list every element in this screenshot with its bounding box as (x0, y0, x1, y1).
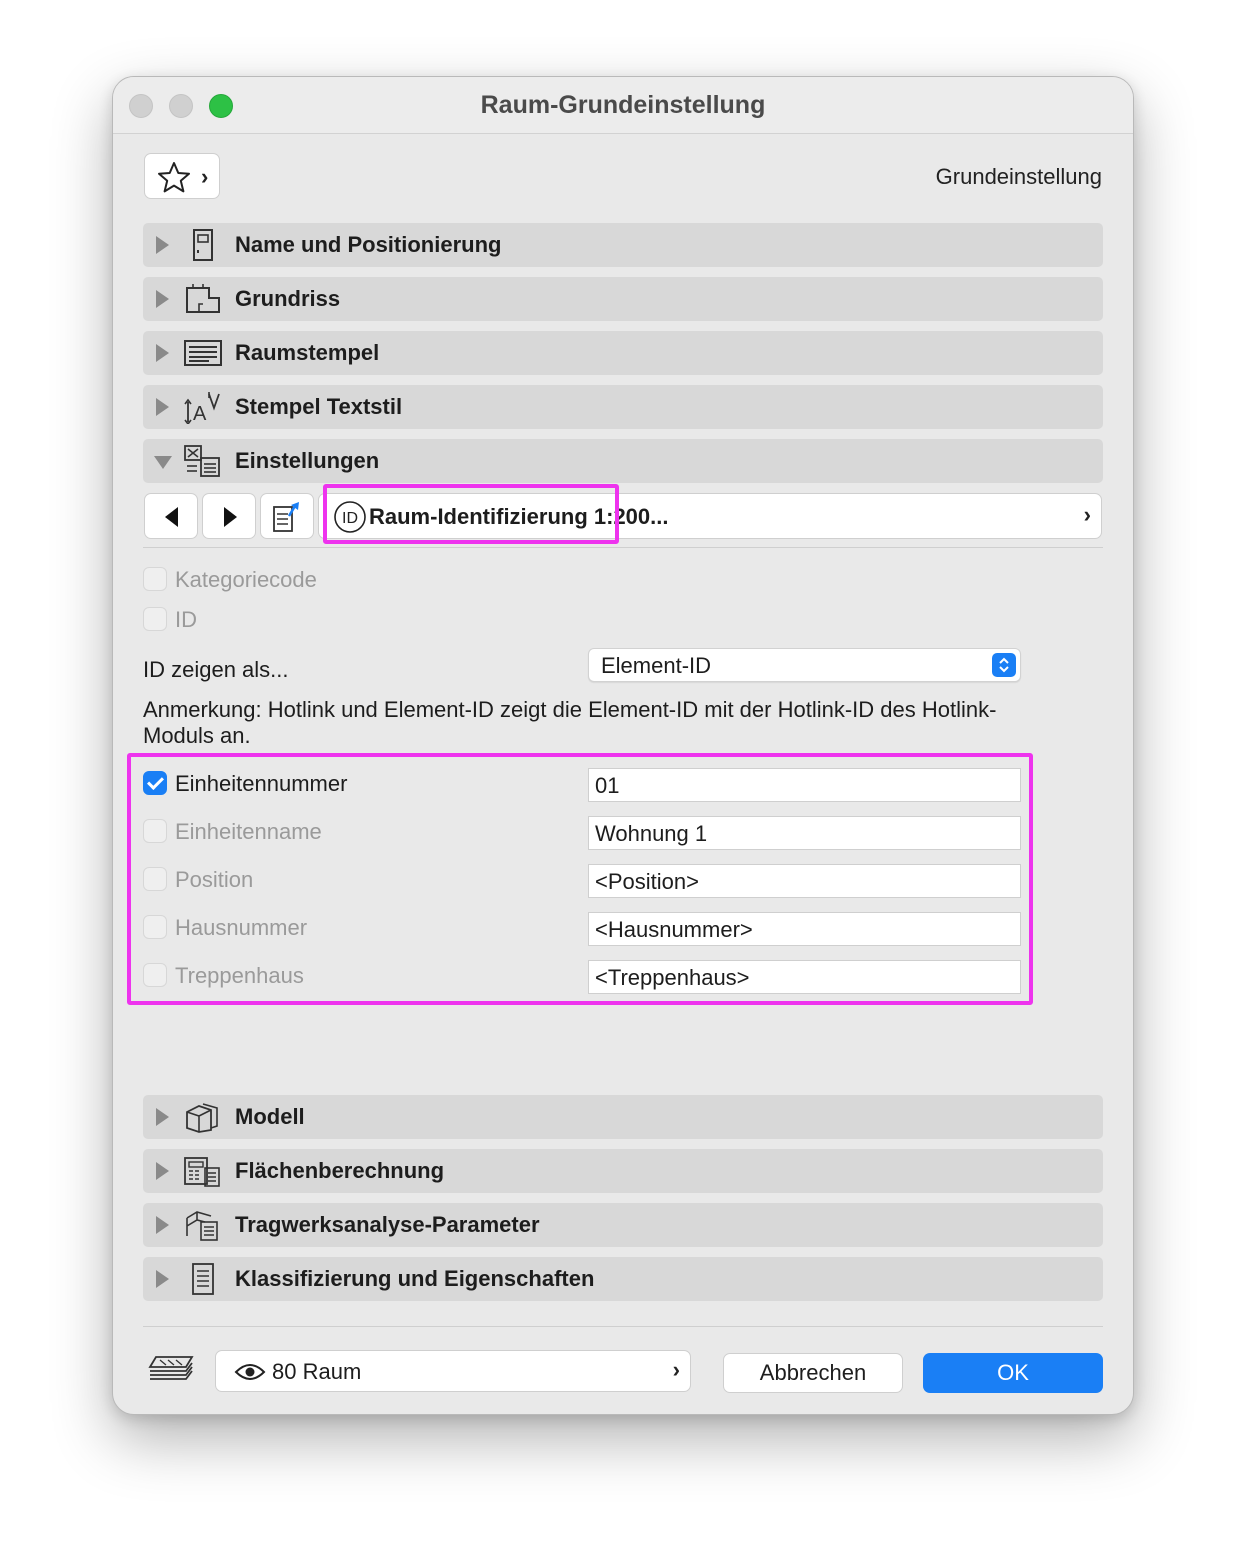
section-label: Klassifizierung und Eigenschaften (235, 1266, 595, 1291)
structural-icon (183, 1208, 223, 1242)
dialog-window (112, 76, 1134, 1415)
section-label: Tragwerksanalyse-Parameter (235, 1212, 540, 1237)
section-flaechenberechnung[interactable] (143, 1149, 1103, 1193)
id-show-as-label: ID zeigen als... (143, 657, 289, 682)
highlight-box-object-name (323, 484, 619, 544)
checkbox-label: ID (175, 607, 197, 632)
disclosure-triangle-icon[interactable] (156, 1108, 169, 1126)
disclosure-triangle-icon[interactable] (156, 1162, 169, 1180)
hausnummer-input[interactable]: <Hausnummer> (588, 912, 1021, 946)
section-label: Grundriss (235, 286, 341, 311)
section-klassifizierung-und-eigenschaften[interactable] (143, 1257, 1103, 1301)
chevron-right-icon: › (1083, 502, 1091, 527)
section-label: Einstellungen (235, 448, 380, 473)
field-label: Einheitenname (175, 819, 322, 844)
disclosure-triangle-icon[interactable] (156, 398, 169, 416)
model-icon (183, 1100, 223, 1134)
treppenhaus-input[interactable]: <Treppenhaus> (588, 960, 1021, 994)
star-icon (157, 161, 191, 193)
field-label: Position (175, 867, 254, 892)
previous-object-button[interactable] (144, 493, 198, 539)
id-show-as-select[interactable] (588, 648, 1021, 682)
disclosure-triangle-icon[interactable] (156, 1270, 169, 1288)
section-modell[interactable] (143, 1095, 1103, 1139)
section-raumstempel[interactable] (143, 331, 1103, 375)
title-bar (113, 77, 1133, 134)
section-label: Stempel Textstil (235, 394, 403, 419)
highlight-box-fields (127, 753, 1033, 1005)
ok-button[interactable]: OK (923, 1353, 1103, 1393)
svg-text:ID: ID (342, 510, 358, 527)
disclosure-triangle-icon[interactable] (156, 1216, 169, 1234)
separator (143, 547, 1103, 548)
field-label: Einheitennummer (175, 771, 348, 796)
section-grundriss[interactable] (143, 277, 1103, 321)
section-label: Modell (235, 1104, 305, 1129)
classification-icon (183, 1262, 223, 1296)
separator (143, 1326, 1103, 1327)
section-label: Flächenberechnung (235, 1158, 445, 1183)
layers-icon (146, 1353, 198, 1389)
disclosure-triangle-icon[interactable] (156, 344, 169, 362)
section-label: Raumstempel (235, 340, 380, 365)
layer-selector[interactable] (215, 1350, 691, 1392)
stamp-icon (183, 336, 223, 370)
hotlink-note: Anmerkung: Hotlink und Element-ID zeigt die Element-ID mit der Hotlink-ID des Hotlink-Moduls an. (143, 697, 997, 748)
layer-name: 80 Raum (272, 1359, 362, 1384)
einheitenname-input[interactable]: Wohnung 1 (588, 816, 1021, 850)
preset-label: Grundeinstellung (935, 164, 1102, 189)
section-name-und-positionierung[interactable] (143, 223, 1103, 267)
einheitennummer-input[interactable]: 01 (588, 768, 1021, 802)
triangle-right-icon (203, 494, 257, 540)
field-label: Treppenhaus (175, 963, 304, 988)
chevron-right-icon: › (201, 164, 209, 189)
checkbox-kategoriecode[interactable] (143, 567, 167, 591)
popup-stepper-icon (992, 653, 1016, 677)
disclosure-triangle-icon[interactable] (156, 290, 169, 308)
object-name: Raum-Identifizierung 1:200... (369, 504, 669, 529)
checkbox-id[interactable] (143, 607, 167, 631)
triangle-left-icon (145, 494, 199, 540)
disclosure-triangle-icon[interactable] (156, 236, 169, 254)
eye-icon (234, 1362, 266, 1382)
settings-icon (183, 444, 223, 478)
text-style-icon (183, 390, 223, 424)
section-einstellungen[interactable] (143, 439, 1103, 483)
library-object-button[interactable] (260, 493, 314, 539)
field-label: Hausnummer (175, 915, 308, 940)
window-title: Raum-Grundeinstellung (480, 91, 766, 119)
section-label: Name und Positionierung (235, 232, 502, 257)
door-icon (183, 228, 223, 262)
section-stempel-textstil[interactable] (143, 385, 1103, 429)
document-upload-icon (261, 494, 315, 540)
chevron-right-icon: › (672, 1357, 680, 1382)
floorplan-icon (183, 282, 223, 316)
section-tragwerksanalyse-parameter[interactable] (143, 1203, 1103, 1247)
favorites-button[interactable] (144, 153, 220, 199)
checkbox-label: Kategoriecode (175, 567, 317, 592)
area-calc-icon (183, 1154, 223, 1188)
next-object-button[interactable] (202, 493, 256, 539)
select-value: Element-ID (601, 653, 712, 678)
svg-text:A: A (193, 403, 207, 424)
disclosure-triangle-open-icon[interactable] (154, 456, 172, 469)
cancel-button[interactable]: Abbrechen (723, 1353, 903, 1393)
position-input[interactable]: <Position> (588, 864, 1021, 898)
